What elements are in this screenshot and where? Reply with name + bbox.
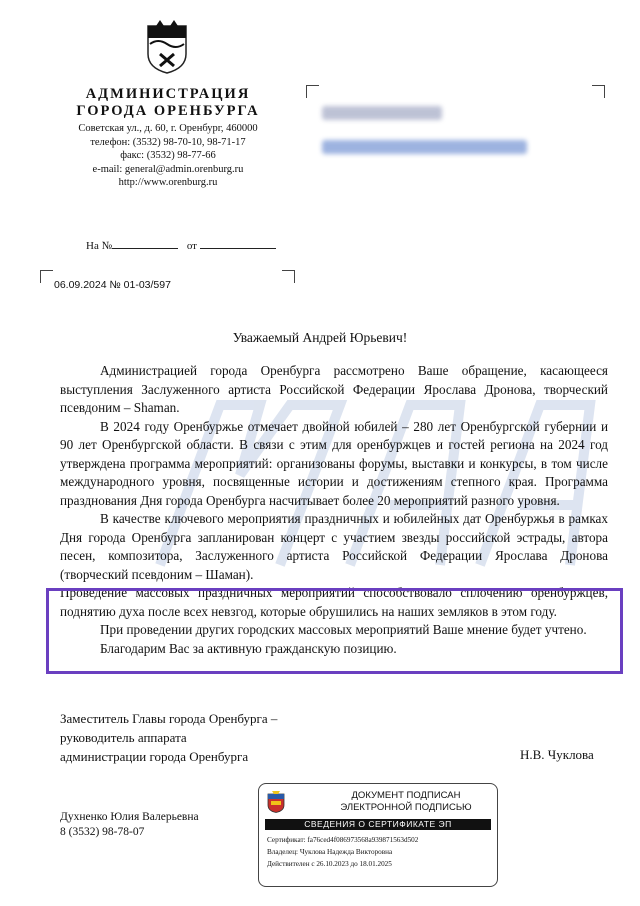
stamp-cert-header: СВЕДЕНИЯ О СЕРТИФИКАТЕ ЭП bbox=[265, 819, 491, 830]
highlight-box bbox=[46, 588, 623, 674]
recipient-corner-left bbox=[306, 85, 319, 98]
paragraph-4: При проведении других городских массовых мероприятий Ваше мнение будет учтено. bbox=[100, 622, 587, 637]
reference-line: На № от bbox=[86, 240, 276, 252]
city-emblem bbox=[146, 20, 188, 74]
region-emblem-icon bbox=[267, 791, 285, 813]
executor-info bbox=[60, 810, 199, 840]
org-title: АДМИНИСТРАЦИЯ ГОРОДА ОРЕНБУРГА bbox=[76, 86, 260, 119]
recipient-name-redacted bbox=[322, 106, 442, 120]
stamp-validity: Действителен с 26.10.2023 до 18.01.2025 bbox=[267, 860, 392, 868]
org-email[interactable]: e-mail: general@admin.orenburg.ru bbox=[92, 163, 244, 175]
paragraph-1: Администрацией города Оренбурга рассмотрено Ваше обращение, касающееся выступления Заслуженного артиста Российской Федерации Ярослава Дронова, творческий псевдоним – Shaman. bbox=[60, 363, 608, 415]
reg-corner-left bbox=[40, 270, 53, 283]
stamp-title: ДОКУМЕНТ ПОДПИСАН ЭЛЕКТРОННОЙ ПОДПИСЬЮ bbox=[340, 790, 472, 813]
org-fax: факс: (3532) 98-77-66 bbox=[120, 150, 216, 161]
recipient-email-redacted bbox=[322, 140, 527, 154]
paragraph-2: В 2024 году Оренбуржье отмечает двойной юбилей – 280 лет Оренбургской губернии и 90 лет Оренбургской области. В связи с этим для оренбуржцев и гостей региона на 2024 год утверждена программа мероприятий: организованы форумы, выставки и конкурсы, в том числе международного уровня, посвященные истории и достижениям степного края. Программа празднования Дня города Оренбурга насчитывает более 20 мероприятий разного уровня. bbox=[60, 418, 608, 508]
signer-name: Н.В. Чуклова bbox=[520, 747, 594, 762]
executor-name: Духненко Юлия Валерьевна bbox=[60, 811, 199, 823]
org-phone: телефон: (3532) 98-70-10, 98-71-17 bbox=[90, 136, 246, 148]
paragraph-5: Благодарим Вас за активную гражданскую позицию. bbox=[100, 640, 397, 656]
executor-phone: 8 (3532) 98-78-07 bbox=[60, 826, 145, 838]
org-contacts bbox=[50, 122, 286, 190]
recipient-corner-right bbox=[592, 85, 605, 98]
paragraph-3: В качестве ключевого мероприятия праздничных и юбилейных дат Оренбуржья в рамках Дня города Оренбурга запланирован концерт с участием звезды российской эстрады, автора песен, композитора, Заслуженного артиста Российской Федерации Ярослава Дронова (творческий псевдоним – Шаман). bbox=[60, 511, 608, 582]
registration-number: 06.09.2024 № 01-03/597 bbox=[54, 279, 171, 291]
reg-corner-right bbox=[282, 270, 295, 283]
stamp-cert-details bbox=[267, 834, 418, 870]
e-signature-stamp bbox=[258, 783, 498, 887]
stamp-owner: Владелец: Чуклова Надежда Викторовна bbox=[267, 848, 393, 856]
org-address: Советская ул., д. 60, г. Оренбург, 460000 bbox=[78, 123, 258, 134]
greeting: Уважаемый Андрей Юрьевич! bbox=[232, 330, 408, 345]
stamp-cert-number: Сертификат: fa76ced4f086973568a939871563d502 bbox=[267, 836, 419, 844]
paragraph-3-continued: Проведение массовых праздничных мероприятий способствовало сплочению оренбуржцев, поднятию духа после всех невзгод, которые обрушились на наших земляков в этом году. bbox=[60, 585, 608, 619]
signature-position: Заместитель Главы города Оренбурга – руководитель аппарата администрации города Оренбурга bbox=[60, 711, 278, 764]
org-website[interactable]: http://www.orenburg.ru bbox=[118, 177, 218, 188]
